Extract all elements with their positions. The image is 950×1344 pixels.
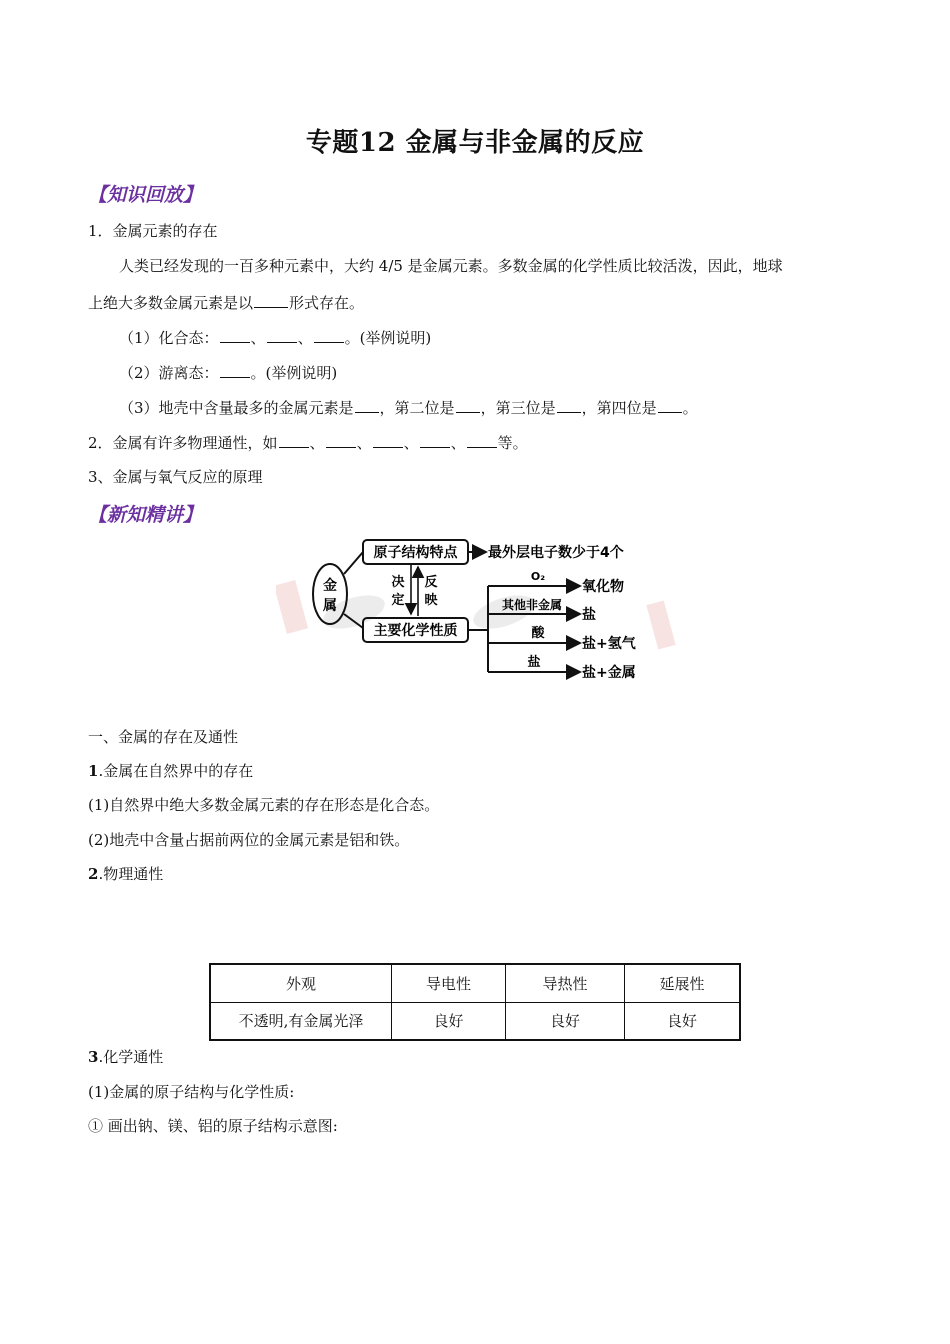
table-header-cell: 导热性 [506, 964, 625, 1002]
answer-blank[interactable] [254, 293, 288, 308]
answer-blank[interactable] [456, 398, 480, 413]
answer-blank[interactable] [557, 398, 581, 413]
table-cell: 良好 [625, 1002, 741, 1040]
page-title: 专题12 金属与非金属的反应 [305, 128, 645, 158]
answer-blank[interactable] [314, 328, 344, 343]
q1-sub3-text: 。 [682, 399, 698, 417]
answer-blank[interactable] [420, 433, 450, 448]
q1-sub3-text: ，第四位是 [581, 399, 657, 417]
q2-label: 2．金属有许多物理通性，如 [88, 434, 278, 452]
p3-text: .化学通性 [98, 1048, 164, 1066]
q1-sub1 [119, 327, 431, 348]
part1-title: 一、金属的存在及通性 [88, 728, 239, 746]
connector-line [344, 552, 363, 574]
structure-label: 原子结构特点 [373, 545, 458, 561]
table-row [210, 1002, 740, 1040]
table-header-cell: 延展性 [625, 964, 741, 1002]
separator: 、 [297, 329, 313, 347]
separator: 、 [250, 329, 266, 347]
table-cell: 良好 [506, 1002, 625, 1040]
q3: 3、金属与氧气反应的原理 [88, 468, 263, 486]
p1-heading [88, 760, 253, 781]
acid-label: 酸 [531, 626, 545, 641]
p1-item-a: (1)自然界中绝大多数金属元素的存在形态是化合态。 [88, 796, 440, 814]
decide-label-1: 决 [391, 575, 405, 590]
separator: 、 [450, 434, 466, 452]
p3-number: 3 [88, 1048, 99, 1066]
q1-sub2-label: （2）游离态： [119, 364, 219, 382]
q2-post: 等。 [497, 434, 528, 452]
reflect-label-2: 映 [424, 593, 438, 608]
answer-blank[interactable] [355, 398, 379, 413]
table-cell: 良好 [392, 1002, 506, 1040]
p1-text: .金属在自然界中的存在 [98, 762, 254, 780]
q2 [88, 432, 528, 453]
o2-label: O₂ [530, 570, 546, 583]
p3-heading [88, 1046, 163, 1067]
table-header-cell: 外观 [210, 964, 392, 1002]
separator: 、 [356, 434, 372, 452]
outer-electrons-label: 最外层电子数少于4个 [488, 545, 624, 561]
q1-sub3-text: ，第三位是 [480, 399, 556, 417]
q1-para-post: 形式存在。 [289, 294, 365, 312]
q1-paragraph-line1: 人类已经发现的一百多种元素中，大约 4/5 是金属元素。多数金属的化学性质比较活泼，因此，地球 [119, 257, 783, 275]
q1-sub3-label: （3）地壳中含量最多的金属元素是 [119, 399, 354, 417]
q1-paragraph-line2 [88, 292, 364, 313]
physical-properties-table [209, 963, 741, 1041]
metal-label-bottom: 属 [323, 598, 337, 614]
q1-sub2-note: 。(举例说明) [250, 364, 338, 382]
separator: 、 [403, 434, 419, 452]
answer-blank[interactable] [326, 433, 356, 448]
answer-blank[interactable] [220, 363, 250, 378]
q1-para-pre: 上绝大多数金属元素是以 [88, 294, 254, 312]
metal-label-top: 金 [323, 578, 337, 594]
section-heading-review: 【知识回放】 [88, 184, 203, 206]
salt-product-label: 盐 [582, 607, 596, 623]
salt-reactant-label: 盐 [527, 655, 541, 670]
answer-blank[interactable] [267, 328, 297, 343]
p2-number: 2 [88, 865, 99, 883]
answer-blank[interactable] [373, 433, 403, 448]
p3-item-b: ① 画出钠、镁、铝的原子结构示意图: [88, 1117, 338, 1135]
table-header-row [210, 964, 740, 1002]
section-heading-lecture: 【新知精讲】 [88, 504, 203, 526]
p2-heading [88, 863, 163, 884]
answer-blank[interactable] [220, 328, 250, 343]
separator: 、 [309, 434, 325, 452]
q1-sub3-text: ，第二位是 [379, 399, 455, 417]
nonmetal-label: 其他非金属 [501, 598, 563, 612]
answer-blank[interactable] [279, 433, 309, 448]
reflect-label-1: 反 [424, 575, 438, 590]
q1-sub1-label: （1）化合态： [119, 329, 219, 347]
metal-concept-diagram [276, 530, 676, 690]
oxide-label: 氧化物 [582, 579, 624, 595]
salt-metal-label: 盐+金属 [582, 665, 636, 681]
table-header-cell: 导电性 [392, 964, 506, 1002]
decide-label-2: 定 [391, 593, 405, 608]
p1-number: 1 [88, 762, 99, 780]
chem-label: 主要化学性质 [373, 623, 458, 639]
q1-sub3 [119, 397, 698, 418]
table-cell: 不透明,有金属光泽 [210, 1002, 392, 1040]
answer-blank[interactable] [467, 433, 497, 448]
q1-sub1-note: 。(举例说明) [344, 329, 432, 347]
answer-blank[interactable] [658, 398, 682, 413]
p3-item-a: (1)金属的原子结构与化学性质: [88, 1083, 295, 1101]
q1-title: 1．金属元素的存在 [88, 222, 218, 240]
q1-sub2 [119, 362, 337, 383]
salt-hydrogen-label: 盐+氢气 [582, 636, 636, 652]
p1-item-b: (2)地壳中含量占据前两位的金属元素是铝和铁。 [88, 831, 410, 849]
p2-text: .物理通性 [98, 865, 164, 883]
